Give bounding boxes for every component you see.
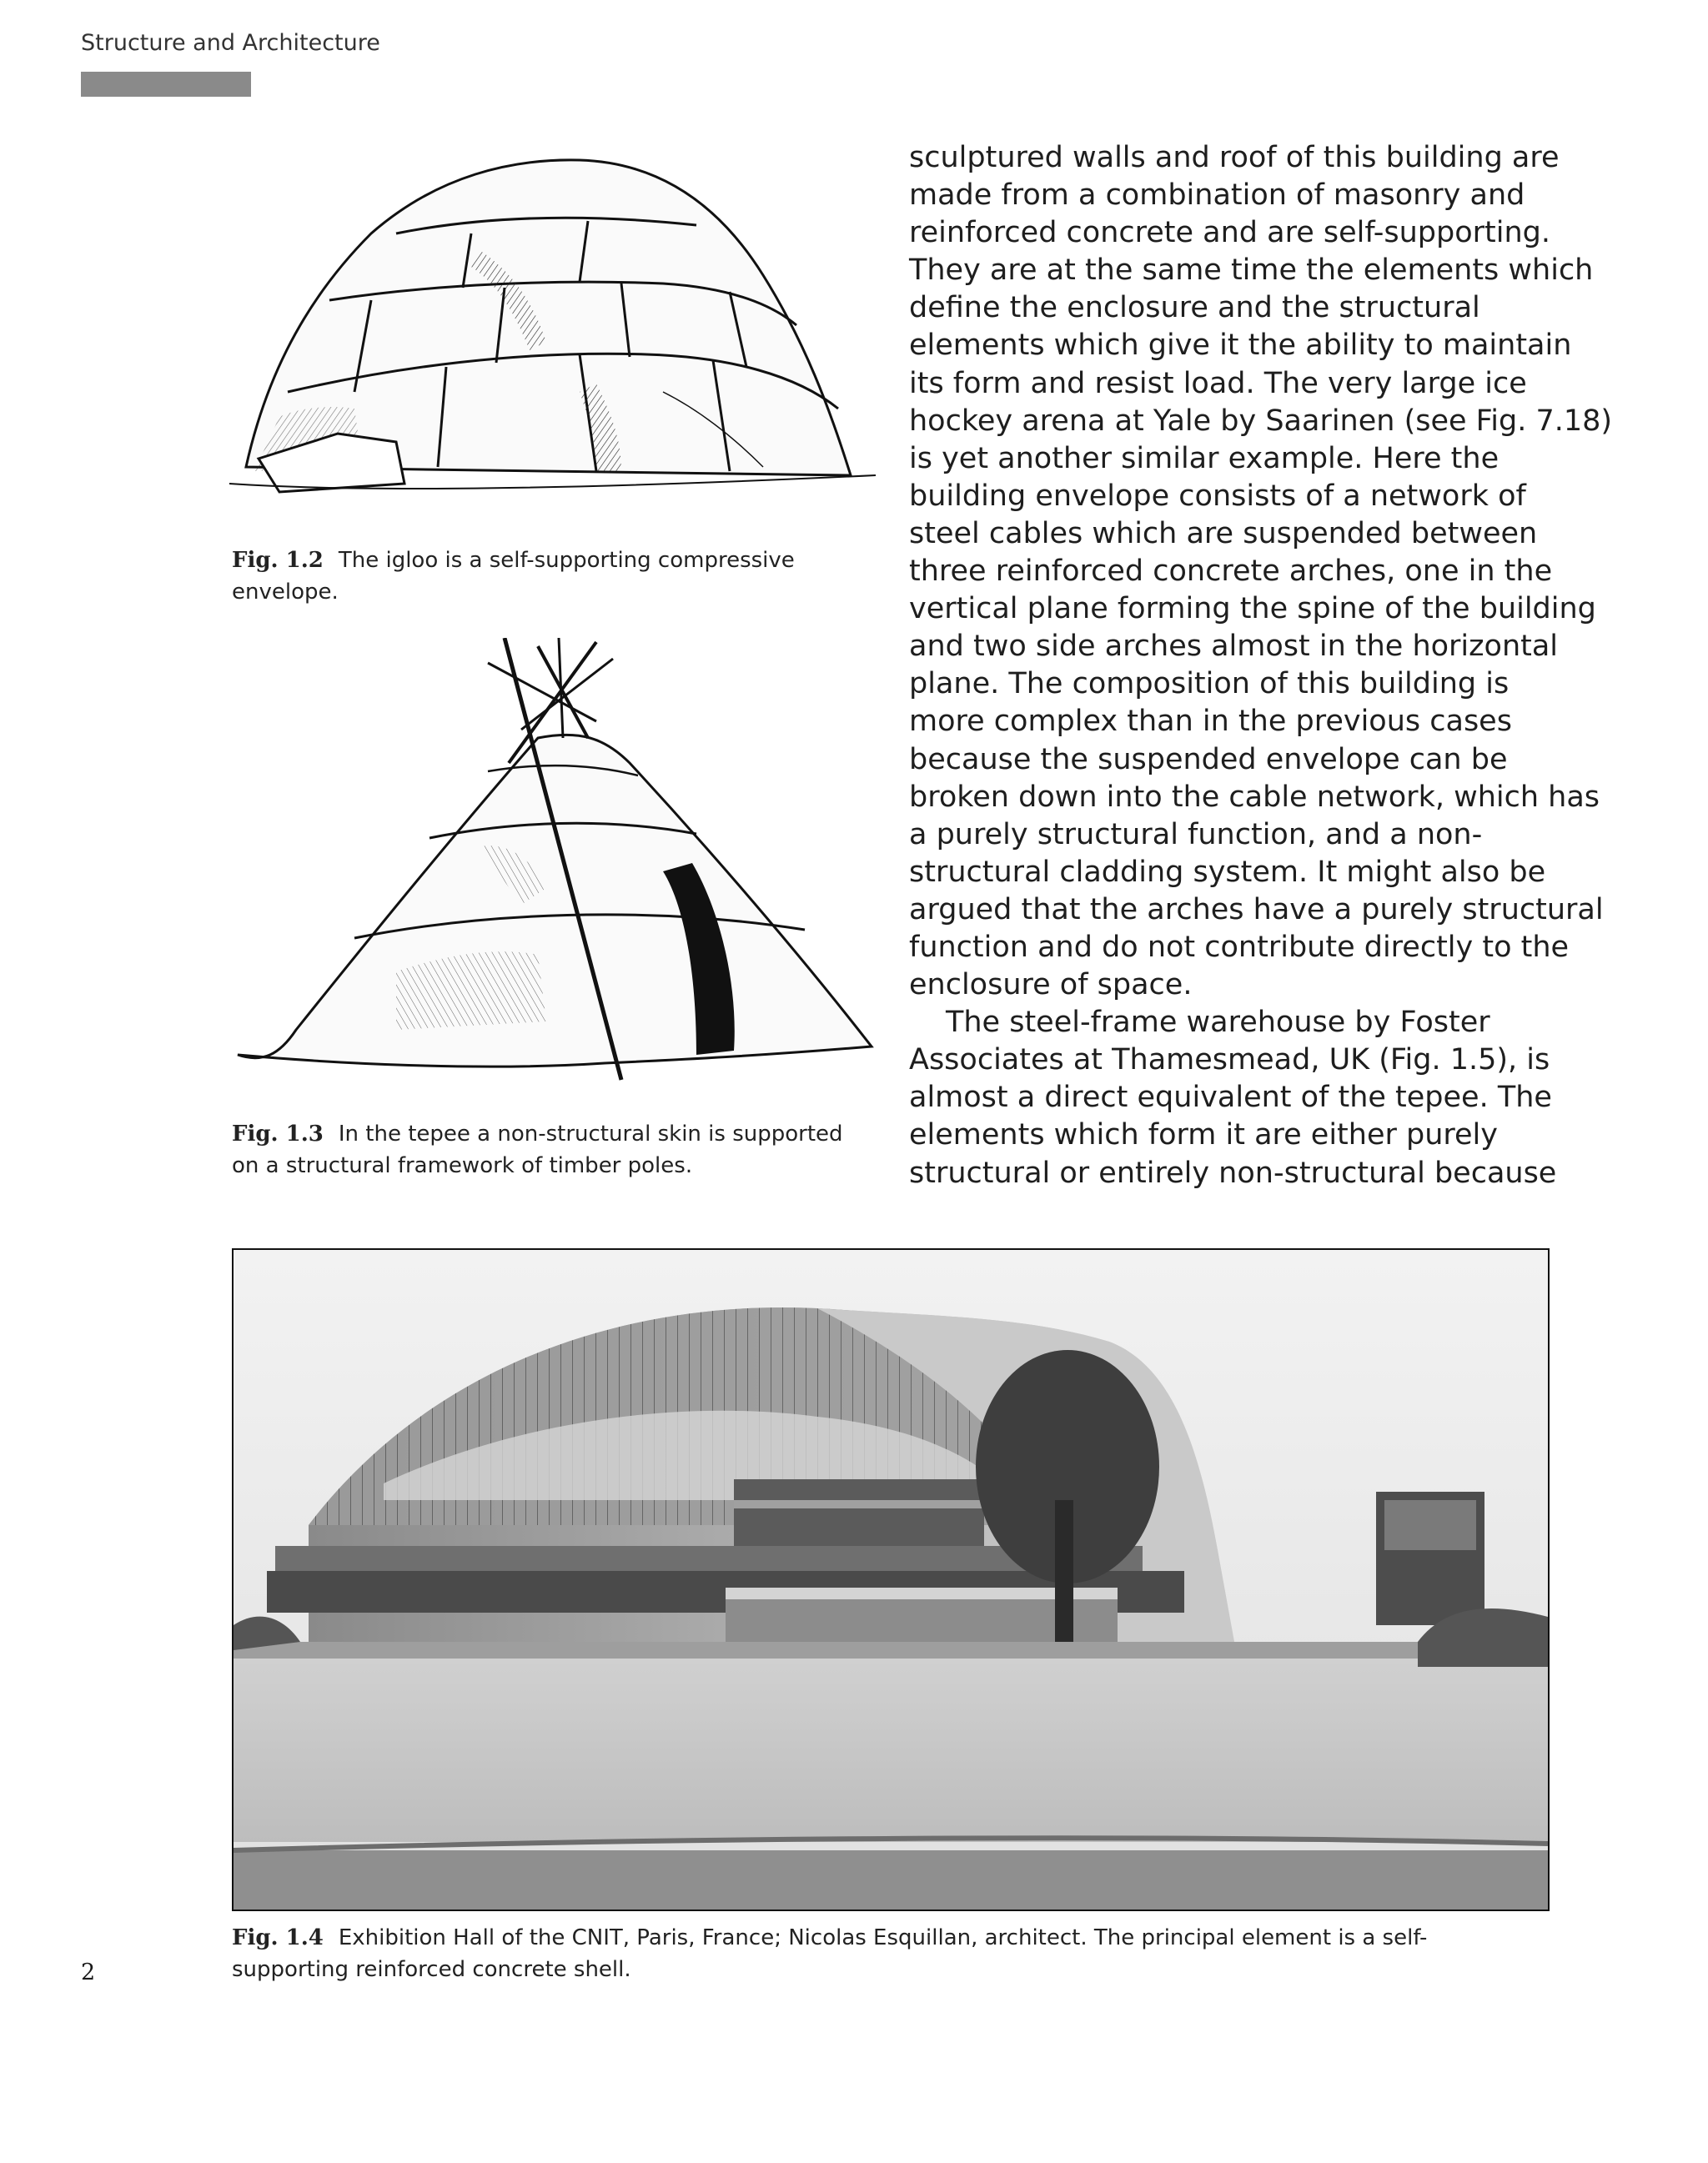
figure-1-2-caption	[232, 545, 882, 608]
body-line: They are at the same time the elements which	[909, 253, 1594, 288]
figure-label: Fig. 1.2	[232, 548, 324, 573]
body-line: hockey arena at Yale by Saarinen (see Fig. 7.18)	[909, 404, 1613, 438]
figure-label: Fig. 1.4	[232, 1925, 324, 1950]
body-line: elements which give it the ability to maintain	[909, 329, 1572, 363]
exhibition-hall-photo	[232, 1248, 1550, 1911]
body-line: because the suspended envelope can be	[909, 742, 1508, 776]
caption-line-1: Exhibition Hall of the CNIT, Paris, France; Nicolas Esquillan, architect. The principal element is a self-	[338, 1925, 1428, 1950]
body-line: define the enclosure and the structural	[909, 291, 1480, 325]
page-number: 2	[81, 1960, 96, 1985]
body-line: its form and resist load. The very large ice	[909, 366, 1527, 400]
running-head: Structure and Architecture	[81, 30, 380, 56]
body-line: building envelope consists of a network of	[909, 479, 1526, 513]
body-line: broken down into the cable network, which has	[909, 780, 1600, 814]
body-line: reinforced concrete and are self-supporting.	[909, 216, 1551, 250]
figure-1-4-caption	[232, 1922, 1483, 1985]
igloo-illustration	[229, 142, 876, 534]
body-line: enclosure of space.	[909, 968, 1193, 1002]
body-line: and two side arches almost in the horizontal	[909, 630, 1559, 664]
body-line: argued that the arches have a purely structural	[909, 892, 1604, 926]
body-line: more complex than in the previous cases	[909, 705, 1512, 739]
tepee-illustration	[229, 638, 876, 1097]
body-line: three reinforced concrete arches, one in the	[909, 555, 1553, 589]
header-bar	[81, 72, 251, 97]
body-line-paragraph-start: The steel-frame warehouse by Foster	[946, 1006, 1490, 1040]
body-line: steel cables which are suspended between	[909, 516, 1538, 550]
body-line: Associates at Thamesmead, UK (Fig. 1.5), is	[909, 1043, 1550, 1077]
body-line: elements which form it are either purely	[909, 1118, 1498, 1152]
body-text-column	[909, 139, 1613, 1192]
body-line: is yet another similar example. Here the	[909, 441, 1500, 475]
body-line: plane. The composition of this building is	[909, 667, 1510, 701]
body-line: a purely structural function, and a non-	[909, 817, 1483, 851]
body-line: made from a combination of masonry and	[909, 178, 1525, 213]
cnit-photo-rendering	[234, 1250, 1548, 1910]
body-line: structural or entirely non-structural because	[909, 1156, 1557, 1190]
caption-text: The igloo is a self-supporting compressive envelope.	[232, 548, 795, 605]
body-line: structural cladding system. It might also be	[909, 855, 1546, 889]
caption-line-2: supporting reinforced concrete shell.	[232, 1957, 631, 1982]
body-line: vertical plane forming the spine of the building	[909, 592, 1596, 626]
body-line: function and do not contribute directly to the	[909, 930, 1570, 964]
caption-line-2: on a structural framework of timber poles.	[232, 1153, 693, 1178]
figure-label: Fig. 1.3	[232, 1122, 324, 1147]
figure-1-3-caption	[232, 1118, 882, 1182]
body-line: sculptured walls and roof of this building are	[909, 141, 1560, 174]
body-line: almost a direct equivalent of the tepee. The	[909, 1081, 1552, 1115]
caption-line-1: In the tepee a non-structural skin is supported	[338, 1122, 843, 1147]
